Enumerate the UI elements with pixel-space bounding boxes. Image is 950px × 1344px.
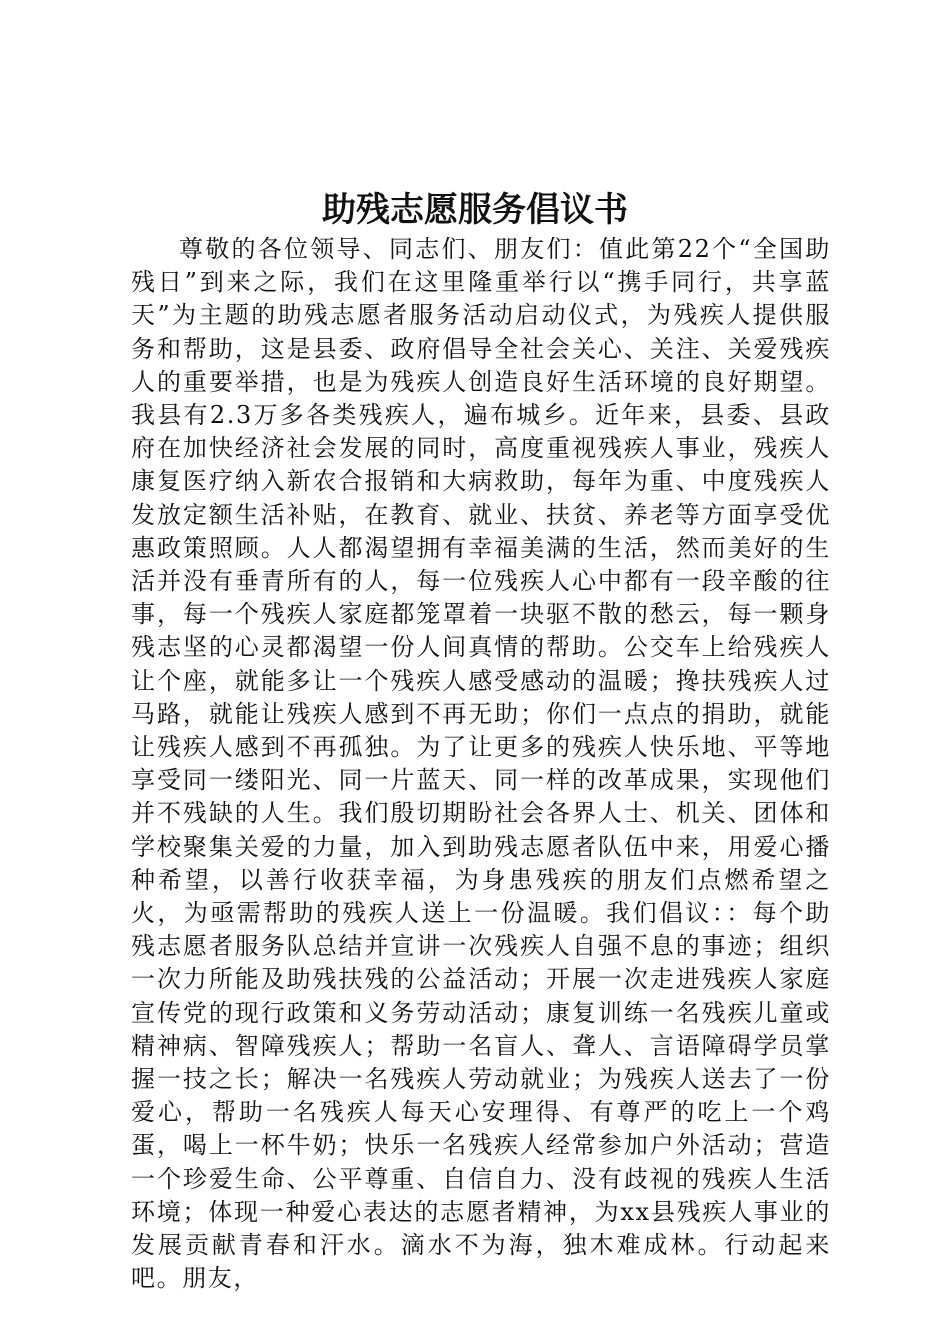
document-body-paragraph: 尊敬的各位领导、同志们、朋友们：值此第22个“全国助残日”到来之际，我们在这里隆重举行以“携手同行，共享蓝天”为主题的助残志愿者服务活动启动仪式，为残疾人提供服务和帮助，这是县委、政府倡导全社会关心、关注、关爱残疾人的重要举措，也是为残疾人创造良好生活环境的良好期望。我县有2.3万多各类残疾人，遍布城乡。近年来，县委、县政府在加快经济社会发展的同时，高度重视残疾人事业，残疾人康复医疗纳入新农合报销和大病救助，每年为重、中度残疾人发放定额生活补贴，在教育、就业、扶贫、养老等方面享受优惠政策照顾。人人都渴望拥有幸福美满的生活，然而美好的生活并没有垂青所有的人，每一位残疾人心中都有一段辛酸的往事，每一个残疾人家庭都笼罩着一块驱不散的愁云，每一颗身残志坚的心灵都渴望一份人间真情的帮助。公交车上给残疾人让个座，就能多让一个残疾人感受感动的温暖；搀扶残疾人过马路，就能让残疾人感到不再无助；你们一点点的捐助，就能让残疾人感到不再孤独。为了让更多的残疾人快乐地、平等地享受同一缕阳光、同一片蓝天、同一样的改革成果，实现他们并不残缺的人生。我们殷切期盼社会各界人士、机关、团体和学校聚集关爱的力量，加入到助残志愿者队伍中来，用爱心播种希望，以善行收获幸福，为身患残疾的朋友们点燃希望之火，为亟需帮助的残疾人送上一份温暖。我们倡议：：每个助残志愿者服务队总结并宣讲一次残疾人自强不息的事迹；组织一次力所能及助残扶残的公益活动；开展一次走进残疾人家庭宣传党的现行政策和义务劳动活动；康复训练一名残疾儿童或精神病、智障残疾人；帮助一名盲人、聋人、言语障碍学员掌握一技之长；解决一名残疾人劳动就业；为残疾人送去了一份爱心，帮助一名残疾人每天心安理得、有尊严的吃上一个鸡蛋，喝上一杯牛奶；快乐一名残疾人经常参加户外活动；营造一个珍爱生命、公平尊重、自信自力、没有歧视的残疾人生活环境；体现一种爱心表达的志愿者精神，为xx县残疾人事业的发展贡献青春和汗水。滴水不为海，独木难成林。行动起来吧。朋友， bbox=[131, 235, 831, 1293]
document-title: 助残志愿服务倡议书 bbox=[322, 190, 628, 230]
